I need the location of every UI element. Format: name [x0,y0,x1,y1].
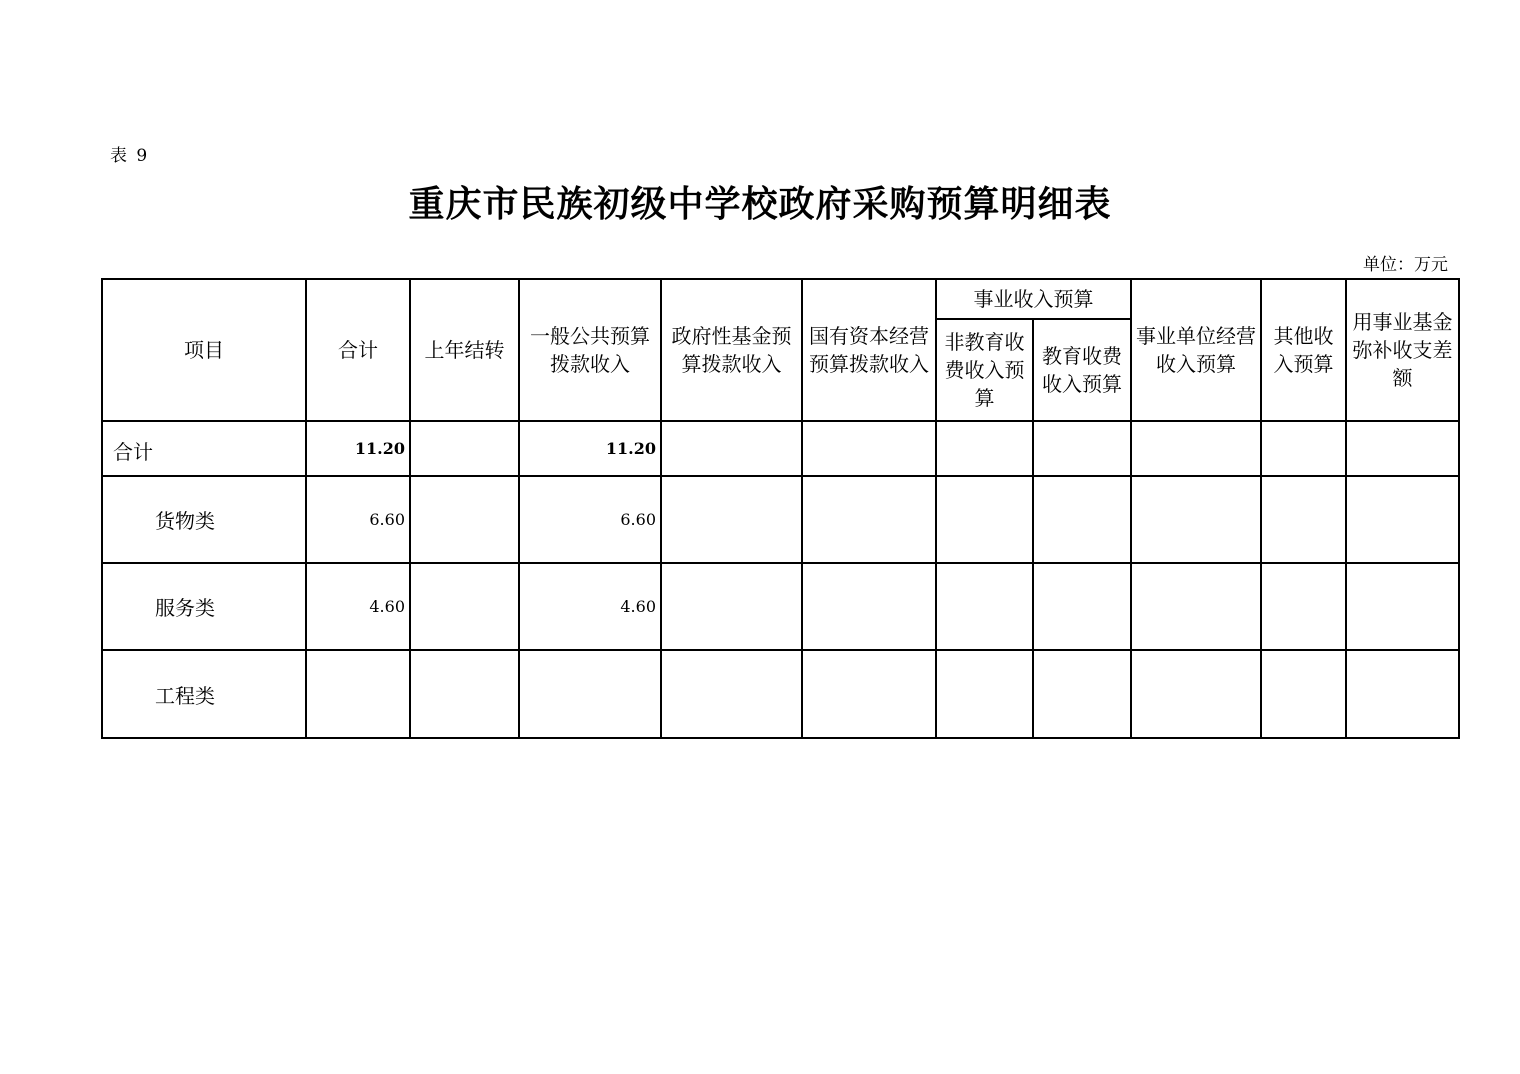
col-header-prior-year-carryover: 上年结转 [410,279,519,421]
cell-non-education-fee [936,650,1033,738]
cell-general-public-budget: 4.60 [519,563,661,650]
cell-general-public-budget [519,650,661,738]
col-header-business-operation: 事业单位经营收入预算 [1131,279,1261,421]
cell-total: 4.60 [306,563,410,650]
cell-education-fee [1033,563,1131,650]
row-name: 货物类 [102,476,306,563]
cell-education-fee [1033,476,1131,563]
cell-gov-fund-budget [661,563,802,650]
cell-non-education-fee [936,563,1033,650]
col-header-total: 合计 [306,279,410,421]
row-name: 工程类 [102,650,306,738]
cell-business-operation [1131,650,1261,738]
col-header-gov-fund-budget: 政府性基金预算拨款收入 [661,279,802,421]
cell-state-capital-budget [802,476,936,563]
cell-prior-year-carryover [410,421,519,476]
cell-prior-year-carryover [410,563,519,650]
cell-fund-offset [1346,421,1459,476]
col-header-item: 项目 [102,279,306,421]
cell-state-capital-budget [802,563,936,650]
cell-non-education-fee [936,476,1033,563]
row-name: 服务类 [102,563,306,650]
table-row-construction [102,650,1459,738]
table-row-total [102,421,1459,476]
cell-fund-offset [1346,476,1459,563]
cell-business-operation [1131,421,1261,476]
cell-other-income [1261,650,1346,738]
cell-state-capital-budget [802,650,936,738]
col-header-business-income-group: 事业收入预算 [936,279,1131,319]
cell-state-capital-budget [802,421,936,476]
table-number-label: 表 9 [110,146,150,166]
table-row-goods [102,476,1459,563]
cell-total: 11.20 [306,421,410,476]
cell-education-fee [1033,421,1131,476]
cell-other-income [1261,421,1346,476]
cell-prior-year-carryover [410,650,519,738]
row-name: 合计 [102,421,306,476]
cell-gov-fund-budget [661,476,802,563]
cell-fund-offset [1346,650,1459,738]
table-row-services [102,563,1459,650]
cell-general-public-budget: 6.60 [519,476,661,563]
col-header-general-public-budget: 一般公共预算拨款收入 [519,279,661,421]
col-header-fund-offset: 用事业基金弥补收支差额 [1346,279,1459,421]
cell-education-fee [1033,650,1131,738]
cell-fund-offset [1346,563,1459,650]
cell-total [306,650,410,738]
cell-business-operation [1131,476,1261,563]
cell-general-public-budget: 11.20 [519,421,661,476]
cell-prior-year-carryover [410,476,519,563]
col-header-other-income: 其他收入预算 [1261,279,1346,421]
cell-gov-fund-budget [661,650,802,738]
col-header-non-education-fee: 非教育收费收入预算 [936,319,1033,421]
table-header-row [102,279,1459,319]
cell-business-operation [1131,563,1261,650]
unit-label: 单位：万元 [1363,255,1448,275]
cell-other-income [1261,563,1346,650]
procurement-budget-table [101,278,1460,739]
cell-non-education-fee [936,421,1033,476]
cell-gov-fund-budget [661,421,802,476]
cell-other-income [1261,476,1346,563]
col-header-state-capital-budget: 国有资本经营预算拨款收入 [802,279,936,421]
cell-total: 6.60 [306,476,410,563]
col-header-education-fee: 教育收费收入预算 [1033,319,1131,421]
document-title: 重庆市民族初级中学校政府采购预算明细表 [408,184,1112,225]
